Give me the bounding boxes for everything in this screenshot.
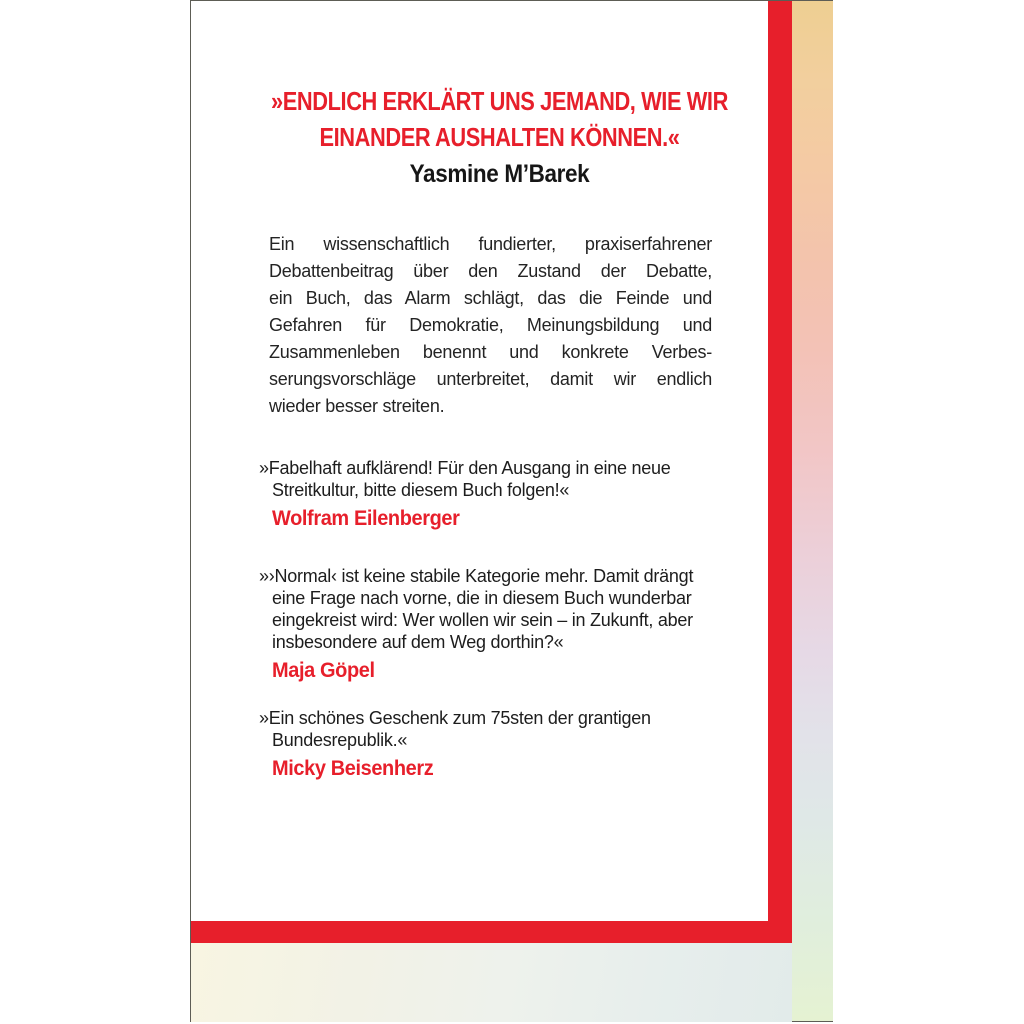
quote-line: eingekreist wird: Wer wollen wir sein – in Zukunft, aber bbox=[272, 610, 693, 630]
red-frame-bottom-bar bbox=[191, 921, 768, 943]
blurb-paragraph bbox=[269, 231, 712, 420]
press-quote-eilenberger bbox=[259, 457, 772, 531]
headline-attribution: Yasmine M’Barek bbox=[409, 160, 590, 188]
blurb-line: Ein wissenschaftlich fundierter, praxiserfahrener bbox=[269, 234, 712, 254]
headline-line-2: EINANDER AUSHALTEN KÖNNEN.« bbox=[319, 122, 680, 152]
quote-author: Micky Beisenherz bbox=[272, 757, 434, 780]
press-quote-beisenherz bbox=[259, 707, 772, 781]
quote-line: insbesondere auf dem Weg dorthin?« bbox=[272, 632, 564, 652]
gradient-strip-right bbox=[792, 1, 833, 1021]
blurb-line: ein Buch, das Alarm schlägt, das die Feinde und bbox=[269, 288, 712, 308]
quote-line: Bundesrepublik.« bbox=[272, 730, 408, 750]
blurb-line: Debattenbeitrag über den Zustand der Debatte, bbox=[269, 261, 712, 281]
blurb-line: wieder besser streiten. bbox=[269, 396, 445, 416]
headline-line-1: »ENDLICH ERKLÄRT UNS JEMAND, WIE WIR bbox=[271, 86, 728, 116]
quote-author: Wolfram Eilenberger bbox=[272, 507, 460, 530]
headline-quote bbox=[257, 83, 742, 155]
gradient-strip-bottom bbox=[191, 943, 792, 1022]
quote-line: Streitkultur, bitte diesem Buch folgen!« bbox=[272, 480, 570, 500]
press-quote-goepel bbox=[259, 565, 772, 683]
cover-design-area bbox=[190, 0, 833, 1022]
quote-line: eine Frage nach vorne, die in diesem Buch wunderbar bbox=[272, 588, 692, 608]
blurb-line: Zusammenleben benennt und konkrete Verbes- bbox=[269, 342, 712, 362]
blurb-line: serungsvorschläge unterbreitet, damit wir endlich bbox=[269, 369, 712, 389]
quote-line: »Ein schönes Geschenk zum 75sten der grantigen bbox=[259, 708, 651, 728]
quote-line: »›Normal‹ ist keine stabile Kategorie mehr. Damit drängt bbox=[259, 566, 694, 586]
quote-line: »Fabelhaft aufklärend! Für den Ausgang in eine neue bbox=[259, 458, 671, 478]
blurb-line: Gefahren für Demokratie, Meinungsbildung und bbox=[269, 315, 712, 335]
quote-author: Maja Göpel bbox=[272, 659, 375, 682]
